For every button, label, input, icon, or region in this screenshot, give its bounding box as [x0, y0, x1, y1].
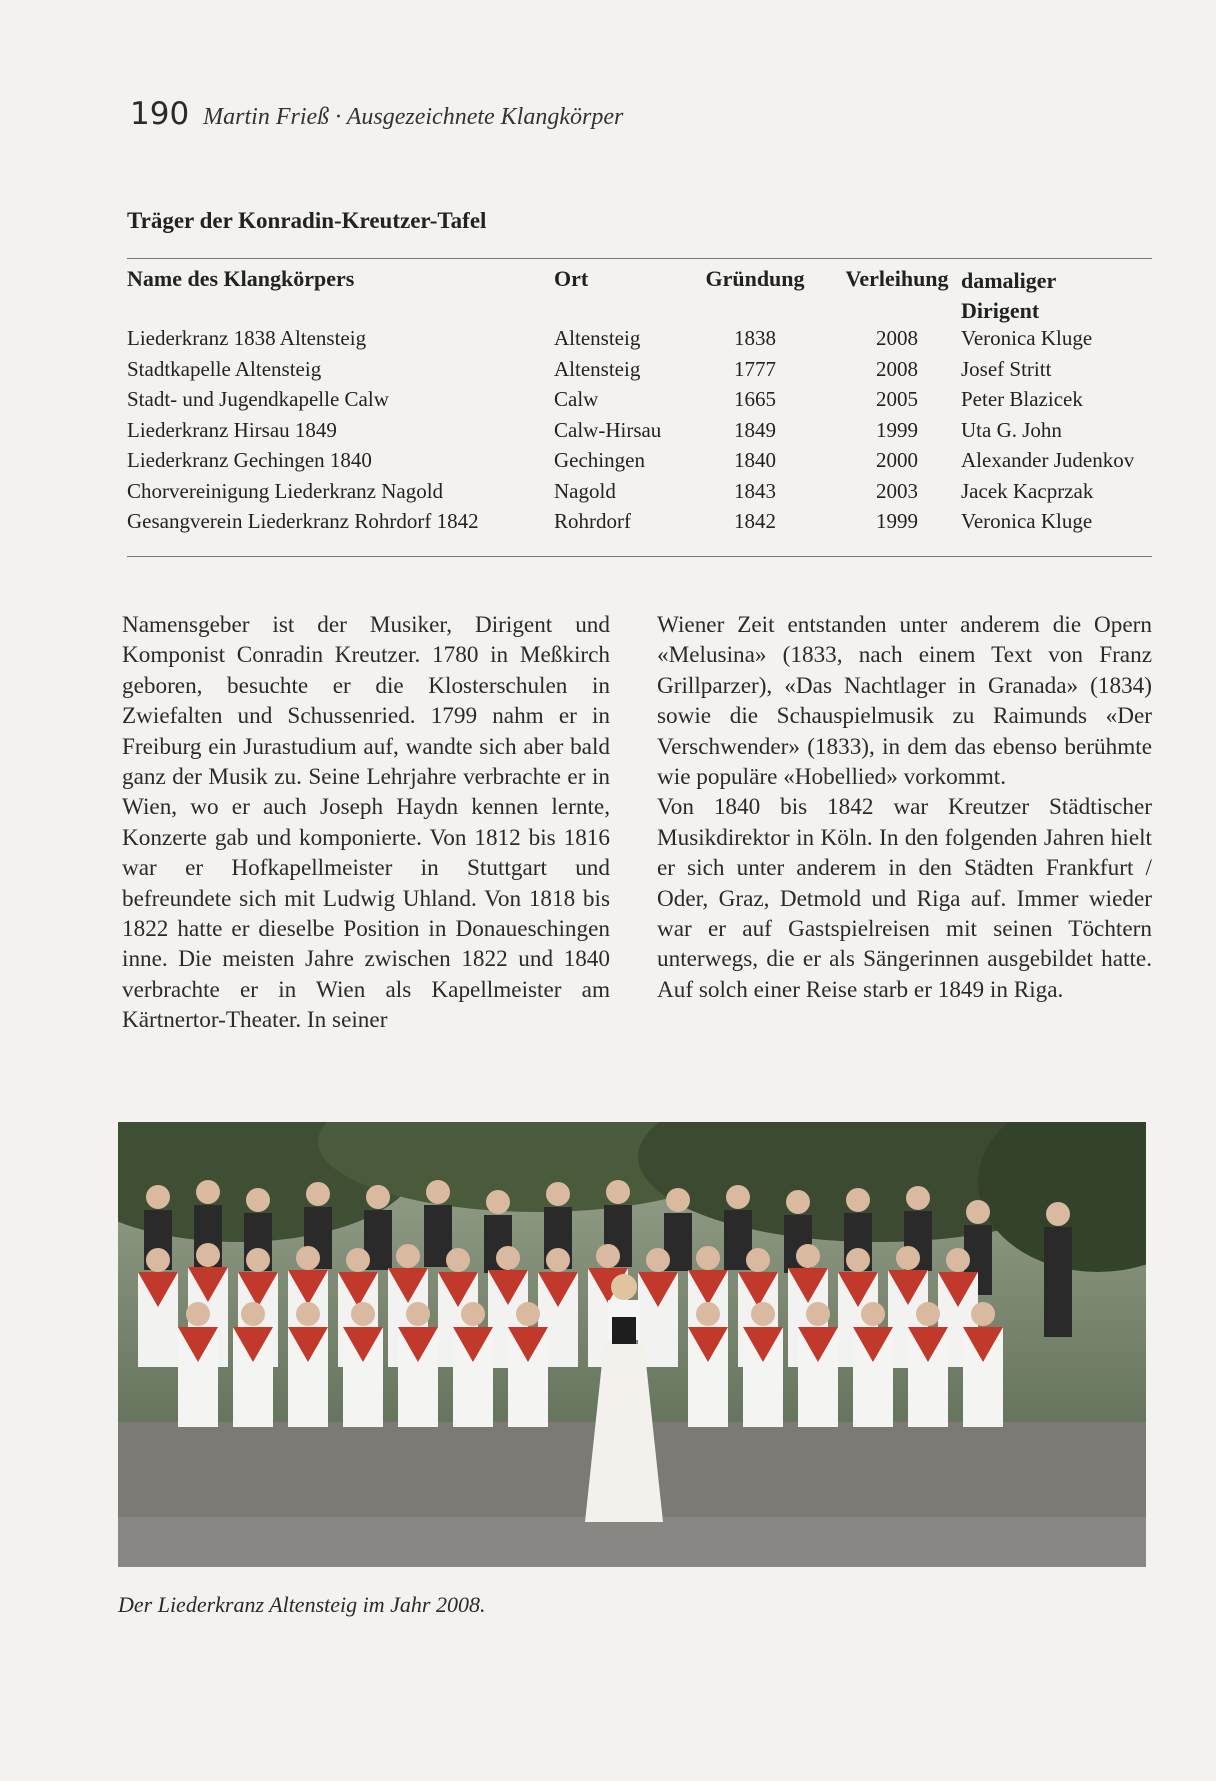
- cell-verleihung: 1999: [876, 417, 918, 442]
- table-row: [127, 509, 1157, 540]
- cell-name: Gesangverein Liederkranz Rohrdorf 1842: [127, 509, 479, 533]
- col-header-ort: Ort: [554, 266, 589, 291]
- cell-gruendung: 1843: [734, 478, 776, 503]
- bleed-through: [640, 112, 1160, 142]
- body-paragraph: Wiener Zeit entstanden unter anderem die Opern «Melusina» (1833, nach einem Text von Franz Grillparzer), «Das Nachtlager in Granada» (1834) sowie die Schauspielmusik zu Raimunds «Der Verschwender» (1833), in dem das ebenso berühmte wie populäre «Hobellied» vorkommt.: [657, 612, 1152, 791]
- table-row: [127, 479, 1157, 510]
- table-body: [127, 326, 1157, 540]
- cell-gruendung: 1842: [734, 509, 776, 533]
- table-header: [127, 266, 1157, 328]
- cell-name: Stadt- und Jugendkapelle Calw: [127, 387, 389, 411]
- cell-name: Liederkranz 1838 Altensteig: [127, 326, 367, 350]
- cell-dirigent: Uta G. John: [961, 417, 1062, 442]
- choir-photo-illustration: [118, 1122, 1146, 1567]
- col-header-verleihung: Verleihung: [845, 266, 949, 291]
- cell-ort: Altensteig: [554, 356, 641, 381]
- cell-dirigent: Alexander Judenkov: [961, 448, 1135, 472]
- col-header-dirigent: [961, 266, 1161, 326]
- page-number: 190: [130, 96, 190, 132]
- body-column-left: [122, 610, 610, 1036]
- table-row: [127, 418, 1157, 449]
- cell-ort: Nagold: [554, 478, 616, 503]
- table-row: [127, 448, 1157, 479]
- col-header-dirigent-line2: Dirigent: [961, 298, 1040, 323]
- cell-dirigent: Peter Blazicek: [961, 387, 1083, 411]
- cell-gruendung: 1777: [734, 356, 776, 381]
- cell-name: Stadtkapelle Altensteig: [127, 356, 322, 381]
- cell-dirigent: Josef Stritt: [961, 356, 1052, 381]
- cell-dirigent: Veronica Kluge: [961, 326, 1093, 350]
- cell-verleihung: 2003: [876, 478, 918, 503]
- cell-dirigent: Veronica Kluge: [961, 509, 1093, 533]
- cell-verleihung: 1999: [876, 509, 918, 533]
- table-row: [127, 357, 1157, 388]
- cell-gruendung: 1665: [734, 387, 776, 411]
- body-column-right: [657, 610, 1152, 1005]
- table-top-rule: [127, 258, 1152, 259]
- cell-gruendung: 1838: [734, 326, 776, 350]
- cell-ort: Altensteig: [554, 326, 641, 350]
- cell-dirigent: Jacek Kacprzak: [961, 478, 1094, 503]
- cell-ort: Rohrdorf: [554, 509, 631, 533]
- cell-ort: Calw-Hirsau: [554, 417, 662, 442]
- cell-gruendung: 1849: [734, 417, 776, 442]
- cell-verleihung: 2008: [876, 326, 918, 350]
- photo-caption: Der Liederkranz Altensteig im Jahr 2008.: [118, 1592, 486, 1617]
- cell-name: Liederkranz Gechingen 1840: [127, 448, 372, 472]
- col-header-name: Name des Klangkörpers: [127, 266, 355, 291]
- cell-verleihung: 2008: [876, 356, 918, 381]
- col-header-dirigent-line1: damaliger: [961, 268, 1057, 293]
- body-paragraph: Von 1840 bis 1842 war Kreutzer Städtischer Musikdirektor in Köln. In den folgenden Jahren hielt er sich unter anderem in den Städten Frankfurt / Oder, Graz, Detmold und Riga auf. Immer wieder war er auf Gastspielreisen mit seinen Töchtern unterwegs, die er als Sängerinnen ausgebildet hatte. Auf solch einer Reise starb er 1849 in Riga.: [657, 794, 1152, 1003]
- col-header-gruendung: Gründung: [705, 266, 805, 291]
- table-bottom-rule: [127, 556, 1152, 557]
- choir-photo: [118, 1122, 1146, 1567]
- cell-ort: Gechingen: [554, 448, 645, 472]
- cell-gruendung: 1840: [734, 448, 776, 472]
- cell-name: Liederkranz Hirsau 1849: [127, 417, 337, 442]
- running-title: Martin Frieß · Ausgezeichnete Klangkörper: [203, 104, 624, 130]
- body-paragraph: Namensgeber ist der Musiker, Dirigent und Komponist Conradin Kreutzer. 1780 in Meßkirch geboren, besuchte er die Klosterschulen in Zwiefalten und Schussenried. 1799 nahm er in Freiburg ein Jurastudium auf, wandte sich aber bald ganz der Musik zu. Seine Lehrjahre verbrachte er in Wien, wo er auch Joseph Haydn kennen lernte, Konzerte gab und komponierte. Von 1812 bis 1816 war er Hofkapellmeister in Stuttgart und befreundete sich mit Ludwig Uhland. Von 1818 bis 1822 hatte er dieselbe Position in Donaueschingen inne. Die meisten Jahre zwischen 1822 und 1840 verbrachte er in Wien als Kapellmeister am Kärtnertor-Theater. In seiner: [122, 612, 610, 1034]
- table-title: Träger der Konradin-Kreutzer-Tafel: [127, 208, 487, 233]
- cell-name: Chorvereinigung Liederkranz Nagold: [127, 478, 444, 503]
- page-header: [130, 96, 650, 136]
- cell-verleihung: 2005: [876, 387, 918, 411]
- cell-ort: Calw: [554, 387, 599, 411]
- table-row: [127, 387, 1157, 418]
- table-row: [127, 326, 1157, 357]
- cell-verleihung: 2000: [876, 448, 918, 472]
